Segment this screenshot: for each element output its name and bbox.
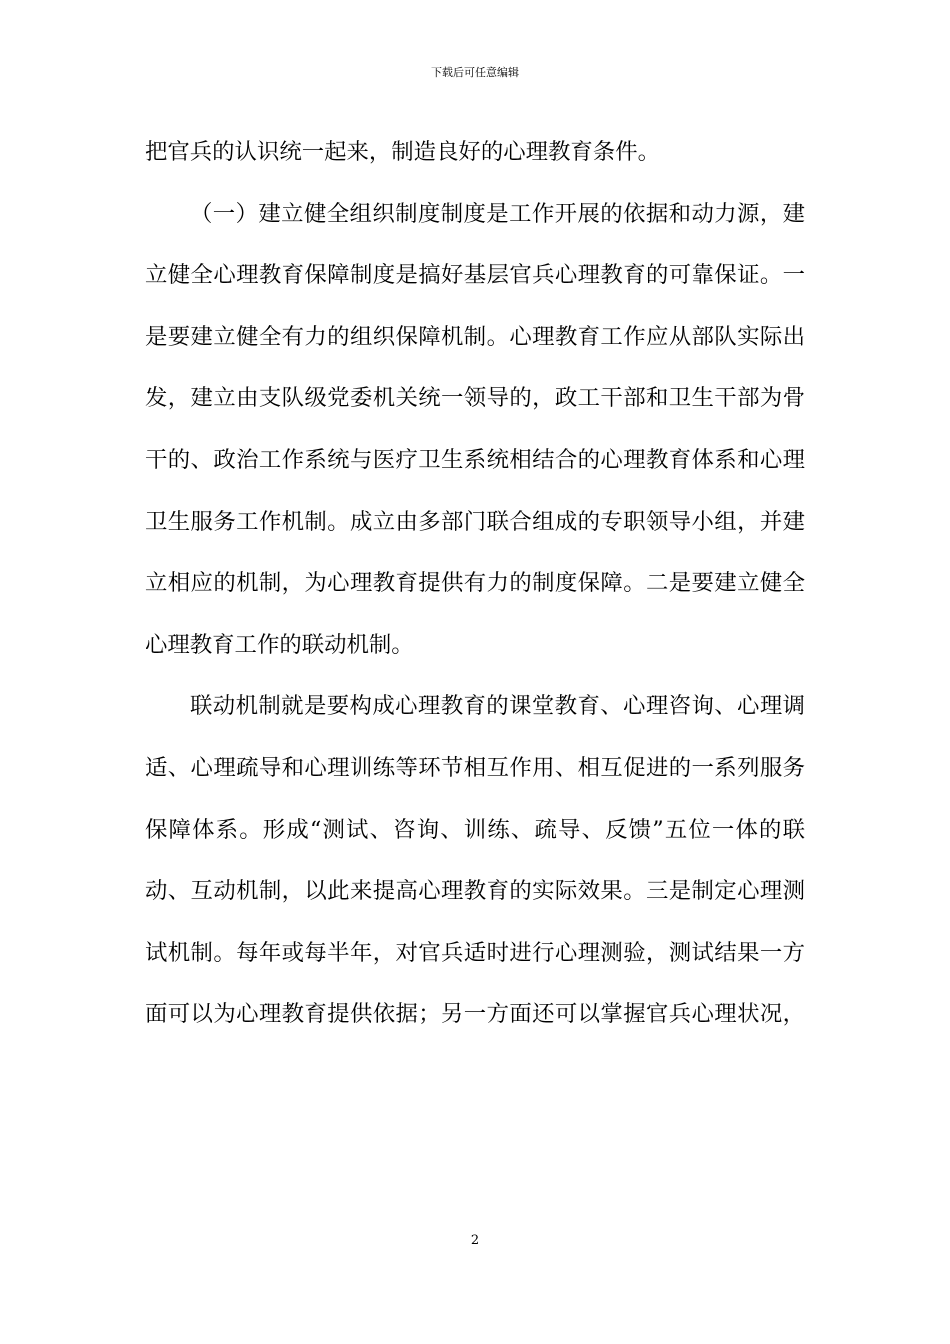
body-line: 心理教育工作的联动机制。 — [145, 631, 414, 658]
body-line: 干的、政治工作系统与医疗卫生系统相结合的心理教育体系和心理 — [145, 446, 805, 473]
body-line: 把官兵的认识统一起来，制造良好的心理教育条件。 — [145, 139, 660, 165]
page-header: 下载后可任意编辑 — [431, 66, 519, 79]
body-line: 立健全心理教育保障制度是搞好基层官兵心理教育的可靠保证。一 — [145, 262, 805, 289]
body-line: 面可以为心理教育提供依据；另一方面还可以掌握官兵心理状况， — [145, 1001, 805, 1028]
body-text — [145, 122, 805, 1046]
body-line: 试机制。每年或每半年，对官兵适时进行心理测验，测试结果一方 — [145, 939, 805, 966]
body-line: 适、心理疏导和心理训练等环节相互作用、相互促进的一系列服务 — [145, 754, 805, 781]
body-line: 是要建立健全有力的组织保障机制。心理教育工作应从部队实际出 — [145, 323, 805, 350]
body-line: 联动机制就是要构成心理教育的课堂教育、心理咨询、心理调 — [190, 693, 805, 720]
body-line: 发，建立由支队级党委机关统一领导的，政工干部和卫生干部为骨 — [145, 385, 805, 412]
body-line: （一）建立健全组织制度制度是工作开展的依据和动力源，建 — [190, 200, 805, 227]
body-line: 动、互动机制，以此来提高心理教育的实际效果。三是制定心理测 — [145, 878, 805, 905]
page-number: 2 — [470, 1233, 480, 1248]
body-line: 立相应的机制，为心理教育提供有力的制度保障。二是要建立健全 — [145, 570, 805, 597]
body-line: 卫生服务工作机制。成立由多部门联合组成的专职领导小组，并建 — [145, 508, 805, 535]
body-line: 保障体系。形成“测试、咨询、训练、疏导、反馈”五位一体的联 — [145, 816, 805, 843]
